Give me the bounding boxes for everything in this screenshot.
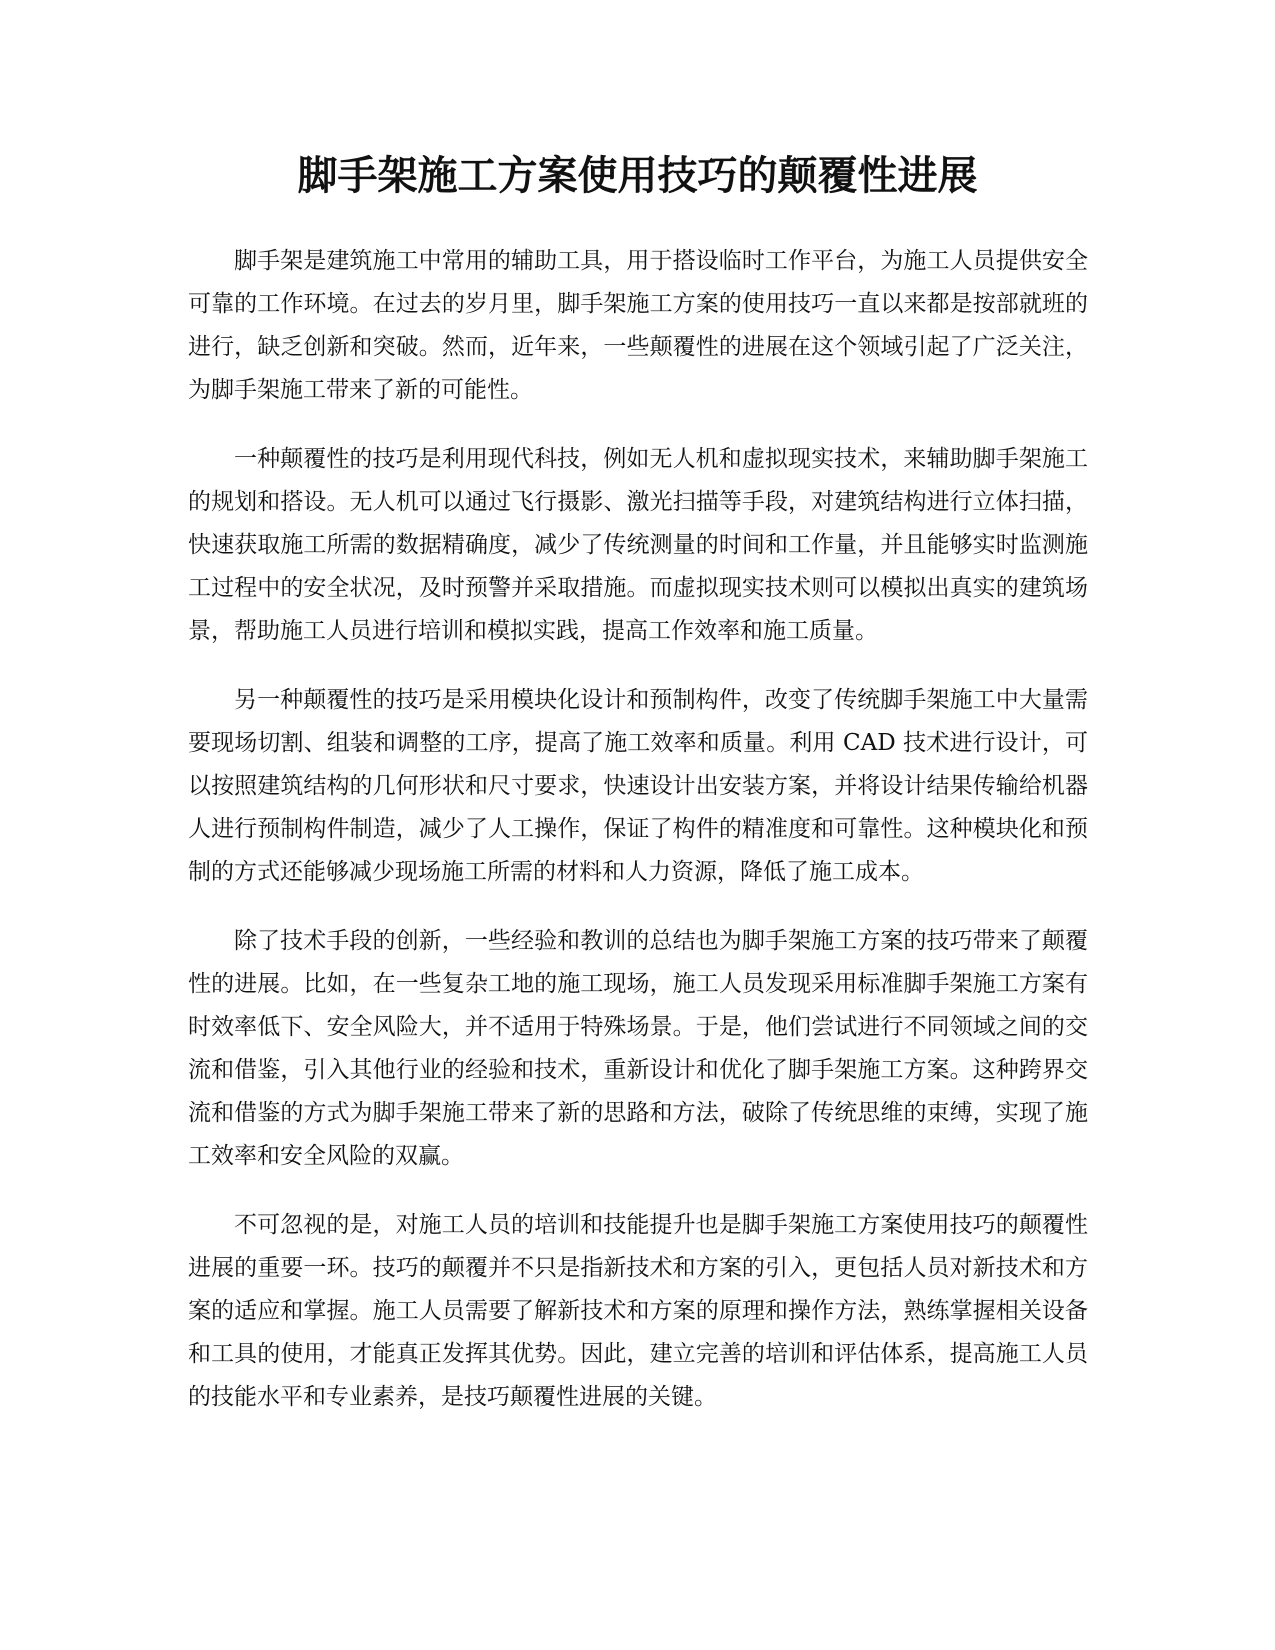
paragraph-3: 另一种颠覆性的技巧是采用模块化设计和预制构件，改变了传统脚手架施工中大量需要现场切割、组装和调整的工序，提高了施工效率和质量。利用 CAD 技术进行设计，可以按照建筑结构的几何形状和尺寸要求，快速设计出安装方案，并将设计结果传输给机器人进行预制构件制造，减少了人工操作，保证了构件的精准度和可靠性。这种模块化和预制的方式还能够减少现场施工所需的材料和人力资源，降低了施工成本。 bbox=[188, 687, 1088, 885]
page-title: 脚手架施工方案使用技巧的颠覆性进展 bbox=[297, 153, 978, 199]
paragraph-4: 除了技术手段的创新，一些经验和教训的总结也为脚手架施工方案的技巧带来了颠覆性的进展。比如，在一些复杂工地的施工现场，施工人员发现采用标准脚手架施工方案有时效率低下、安全风险大，并不适用于特殊场景。于是，他们尝试进行不同领域之间的交流和借鉴，引入其他行业的经验和技术，重新设计和优化了脚手架施工方案。这种跨界交流和借鉴的方式为脚手架施工带来了新的思路和方法，破除了传统思维的束缚，实现了施工效率和安全风险的双赢。 bbox=[188, 928, 1088, 1169]
paragraph-2: 一种颠覆性的技巧是利用现代科技，例如无人机和虚拟现实技术，来辅助脚手架施工的规划和搭设。无人机可以通过飞行摄影、激光扫描等手段，对建筑结构进行立体扫描，快速获取施工所需的数据精确度，减少了传统测量的时间和工作量，并且能够实时监测施工过程中的安全状况，及时预警并采取措施。而虚拟现实技术则可以模拟出真实的建筑场景，帮助施工人员进行培训和模拟实践，提高工作效率和施工质量。 bbox=[188, 446, 1088, 644]
document-body bbox=[188, 240, 1088, 1445]
paragraph-1: 脚手架是建筑施工中常用的辅助工具，用于搭设临时工作平台，为施工人员提供安全可靠的工作环境。在过去的岁月里，脚手架施工方案的使用技巧一直以来都是按部就班的进行，缺乏创新和突破。然而，近年来，一些颠覆性的进展在这个领域引起了广泛关注，为脚手架施工带来了新的可能性。 bbox=[188, 248, 1088, 403]
paragraph-5: 不可忽视的是，对施工人员的培训和技能提升也是脚手架施工方案使用技巧的颠覆性进展的重要一环。技巧的颠覆并不只是指新技术和方案的引入，更包括人员对新技术和方案的适应和掌握。施工人员需要了解新技术和方案的原理和操作方法，熟练掌握相关设备和工具的使用，才能真正发挥其优势。因此，建立完善的培训和评估体系，提高施工人员的技能水平和专业素养，是技巧颠覆性进展的关键。 bbox=[188, 1212, 1088, 1410]
